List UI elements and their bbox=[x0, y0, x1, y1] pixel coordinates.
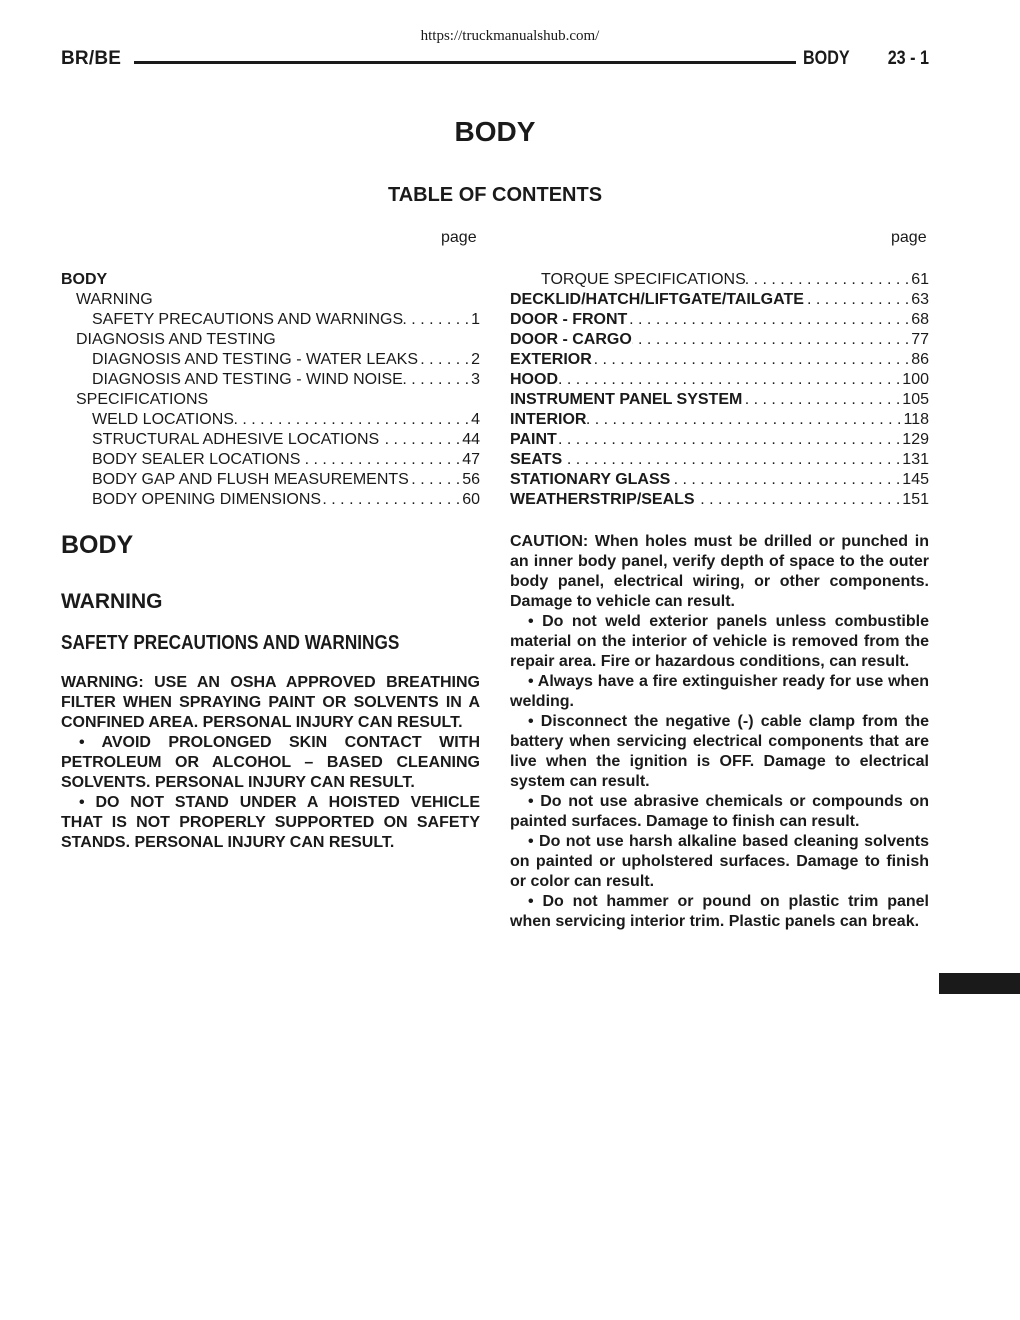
toc-entry-title: INSTRUMENT PANEL SYSTEM bbox=[510, 391, 743, 408]
toc-leader-dots bbox=[558, 370, 902, 390]
warning-text-block bbox=[61, 673, 480, 853]
toc-entry-page: 118 bbox=[903, 411, 929, 428]
toc-entry-title: BODY GAP AND FLUSH MEASUREMENTS bbox=[92, 471, 409, 488]
toc-entry[interactable] bbox=[510, 290, 929, 310]
toc-entry[interactable] bbox=[61, 270, 480, 290]
toc-entry[interactable] bbox=[61, 290, 480, 310]
toc-entry-title: DIAGNOSIS AND TESTING bbox=[76, 331, 276, 348]
source-url[interactable]: https://truckmanualshub.com/ bbox=[420, 28, 600, 44]
toc-entry[interactable] bbox=[61, 470, 480, 490]
toc-entry-page: 129 bbox=[902, 431, 929, 448]
section-thumb-tab bbox=[939, 973, 1020, 994]
toc-leader-dots bbox=[695, 490, 903, 510]
toc-entry-page: 151 bbox=[902, 491, 929, 508]
toc-entry[interactable] bbox=[510, 390, 929, 410]
toc-entry-page: 4 bbox=[471, 411, 480, 428]
toc-entry[interactable] bbox=[510, 450, 929, 470]
toc-leader-dots bbox=[321, 490, 462, 510]
toc-entry[interactable] bbox=[61, 390, 480, 410]
toc-entry-title: DECKLID/HATCH/LIFTGATE/TAILGATE bbox=[510, 291, 804, 308]
toc-leader-dots bbox=[586, 410, 903, 430]
toc-entry[interactable] bbox=[61, 370, 480, 390]
header-page-number: 23 - 1 bbox=[887, 48, 929, 69]
section-heading-warning: WARNING bbox=[61, 590, 163, 613]
toc-entry[interactable] bbox=[61, 350, 480, 370]
toc-entry-page: 86 bbox=[911, 351, 929, 368]
toc-right-column bbox=[510, 270, 929, 510]
toc-entry-title: DOOR - FRONT bbox=[510, 311, 628, 328]
toc-entry-page: 3 bbox=[471, 371, 480, 388]
toc-leader-dots bbox=[409, 470, 462, 490]
toc-entry-title: SPECIFICATIONS bbox=[76, 391, 209, 408]
bullet-paragraph: • AVOID PROLONGED SKIN CONTACT WITH PETROLEUM OR ALCOHOL – BASED CLEANING SOLVENTS. PERSONAL INJURY CAN RESULT. bbox=[61, 734, 480, 791]
bullet-paragraph: • Always have a fire extinguisher ready for use when welding. bbox=[510, 673, 929, 710]
toc-entry-title: DIAGNOSIS AND TESTING - WIND NOISE bbox=[92, 371, 403, 388]
toc-leader-dots bbox=[627, 310, 911, 330]
bullet-paragraph: • DO NOT STAND UNDER A HOISTED VEHICLE THAT IS NOT PROPERLY SUPPORTED ON SAFETY STANDS. PERSONAL INJURY CAN RESULT. bbox=[61, 794, 480, 851]
toc-entry[interactable] bbox=[510, 330, 929, 350]
toc-entry[interactable] bbox=[61, 450, 480, 470]
toc-entry-page: 61 bbox=[911, 271, 929, 288]
bullet-paragraph: • Do not use harsh alkaline based cleaning solvents on painted or upholstered surfaces. Damage to finish or color can result. bbox=[510, 833, 929, 890]
toc-entry-page: 60 bbox=[462, 491, 480, 508]
toc-leader-dots bbox=[379, 430, 462, 450]
toc-entry-title: TORQUE SPECIFICATIONS bbox=[541, 271, 746, 288]
header-model: BR/BE bbox=[61, 48, 122, 69]
toc-leader-dots bbox=[804, 290, 911, 310]
toc-heading: TABLE OF CONTENTS bbox=[387, 184, 603, 206]
caution-text-block bbox=[510, 532, 929, 932]
toc-entry-page: 105 bbox=[902, 391, 929, 408]
toc-entry[interactable] bbox=[61, 330, 480, 350]
toc-entry[interactable] bbox=[510, 410, 929, 430]
toc-leader-dots bbox=[670, 470, 902, 490]
toc-leader-dots bbox=[746, 270, 911, 290]
toc-entry-page: 131 bbox=[902, 451, 929, 468]
toc-entry-title: WARNING bbox=[76, 291, 153, 308]
toc-leader-dots bbox=[557, 430, 902, 450]
toc-entry-title: INTERIOR bbox=[510, 411, 587, 428]
toc-leader-dots bbox=[592, 350, 911, 370]
toc-entry-title: WELD LOCATIONS bbox=[92, 411, 234, 428]
toc-entry-page: 56 bbox=[462, 471, 480, 488]
paragraph: WARNING: USE AN OSHA APPROVED BREATHING FILTER WHEN SPRAYING PAINT OR SOLVENTS IN A CONFINED AREA. PERSONAL INJURY CAN RESULT. bbox=[61, 674, 480, 731]
toc-entry-page: 44 bbox=[462, 431, 480, 448]
toc-entry[interactable] bbox=[510, 490, 929, 510]
toc-entry[interactable] bbox=[510, 370, 929, 390]
toc-entry-title: SEATS bbox=[510, 451, 563, 468]
toc-entry[interactable] bbox=[510, 350, 929, 370]
toc-leader-dots bbox=[403, 310, 471, 330]
toc-entry-title: BODY SEALER LOCATIONS bbox=[92, 451, 301, 468]
toc-entry-page: 63 bbox=[911, 291, 929, 308]
toc-entry[interactable] bbox=[61, 310, 480, 330]
toc-page-label-right: page bbox=[891, 229, 927, 246]
toc-entry-page: 100 bbox=[902, 371, 929, 388]
bullet-paragraph: • Do not hammer or pound on plastic trim panel when servicing interior trim. Plastic panels can break. bbox=[510, 893, 929, 930]
toc-entry-title: STRUCTURAL ADHESIVE LOCATIONS bbox=[92, 431, 380, 448]
paragraph: CAUTION: When holes must be drilled or punched in an inner body panel, verify depth of space to the outer body panel, electrical wiring, or other components. Damage to vehicle can result. bbox=[510, 533, 929, 610]
toc-leader-dots bbox=[418, 350, 471, 370]
header-rule bbox=[134, 61, 796, 64]
toc-entry-page: 77 bbox=[911, 331, 929, 348]
toc-entry-title: EXTERIOR bbox=[510, 351, 592, 368]
toc-entry[interactable] bbox=[61, 410, 480, 430]
toc-entry-title: STATIONARY GLASS bbox=[510, 471, 671, 488]
toc-entry[interactable] bbox=[510, 430, 929, 450]
bullet-paragraph: • Do not use abrasive chemicals or compounds on painted surfaces. Damage to finish can result. bbox=[510, 793, 929, 830]
toc-entry-page: 2 bbox=[471, 351, 480, 368]
toc-leader-dots bbox=[562, 450, 902, 470]
toc-entry-title: BODY OPENING DIMENSIONS bbox=[92, 491, 322, 508]
toc-entry-title: DOOR - CARGO bbox=[510, 331, 632, 348]
toc-entry-page: 145 bbox=[902, 471, 929, 488]
toc-entry[interactable] bbox=[61, 430, 480, 450]
bullet-paragraph: • Do not weld exterior panels unless combustible material on the interior of vehicle is removed from the repair area. Fire or hazardous conditions, can result. bbox=[510, 613, 929, 670]
toc-entry[interactable] bbox=[510, 270, 929, 290]
toc-leader-dots bbox=[300, 450, 462, 470]
toc-left-column bbox=[61, 270, 480, 510]
bullet-paragraph: • Disconnect the negative (-) cable clamp from the battery when servicing electrical components that are live when the ignition is OFF. Damage to electrical system can result. bbox=[510, 713, 929, 790]
section-heading-body: BODY bbox=[61, 531, 134, 559]
toc-entry-title: WEATHERSTRIP/SEALS bbox=[510, 491, 695, 508]
toc-entry-page: 1 bbox=[471, 311, 480, 328]
section-subheading-safety: SAFETY PRECAUTIONS AND WARNINGS bbox=[61, 632, 400, 654]
toc-entry[interactable] bbox=[510, 310, 929, 330]
toc-leader-dots bbox=[742, 390, 902, 410]
toc-entry-title: HOOD bbox=[510, 371, 558, 388]
toc-entry-title: PAINT bbox=[510, 431, 557, 448]
toc-entry[interactable] bbox=[510, 470, 929, 490]
toc-leader-dots bbox=[234, 410, 471, 430]
toc-entry-title: DIAGNOSIS AND TESTING - WATER LEAKS bbox=[92, 351, 418, 368]
toc-entry-title: SAFETY PRECAUTIONS AND WARNINGS bbox=[92, 311, 404, 328]
toc-leader-dots bbox=[403, 370, 471, 390]
toc-entry-page: 68 bbox=[911, 311, 929, 328]
toc-leader-dots bbox=[632, 330, 911, 350]
toc-entry-page: 47 bbox=[462, 451, 480, 468]
toc-entry-title: BODY bbox=[61, 271, 108, 288]
page-title: BODY bbox=[454, 116, 536, 147]
toc-entry[interactable] bbox=[61, 490, 480, 510]
header-section: BODY bbox=[803, 48, 850, 69]
toc-page-label-left: page bbox=[441, 229, 477, 246]
